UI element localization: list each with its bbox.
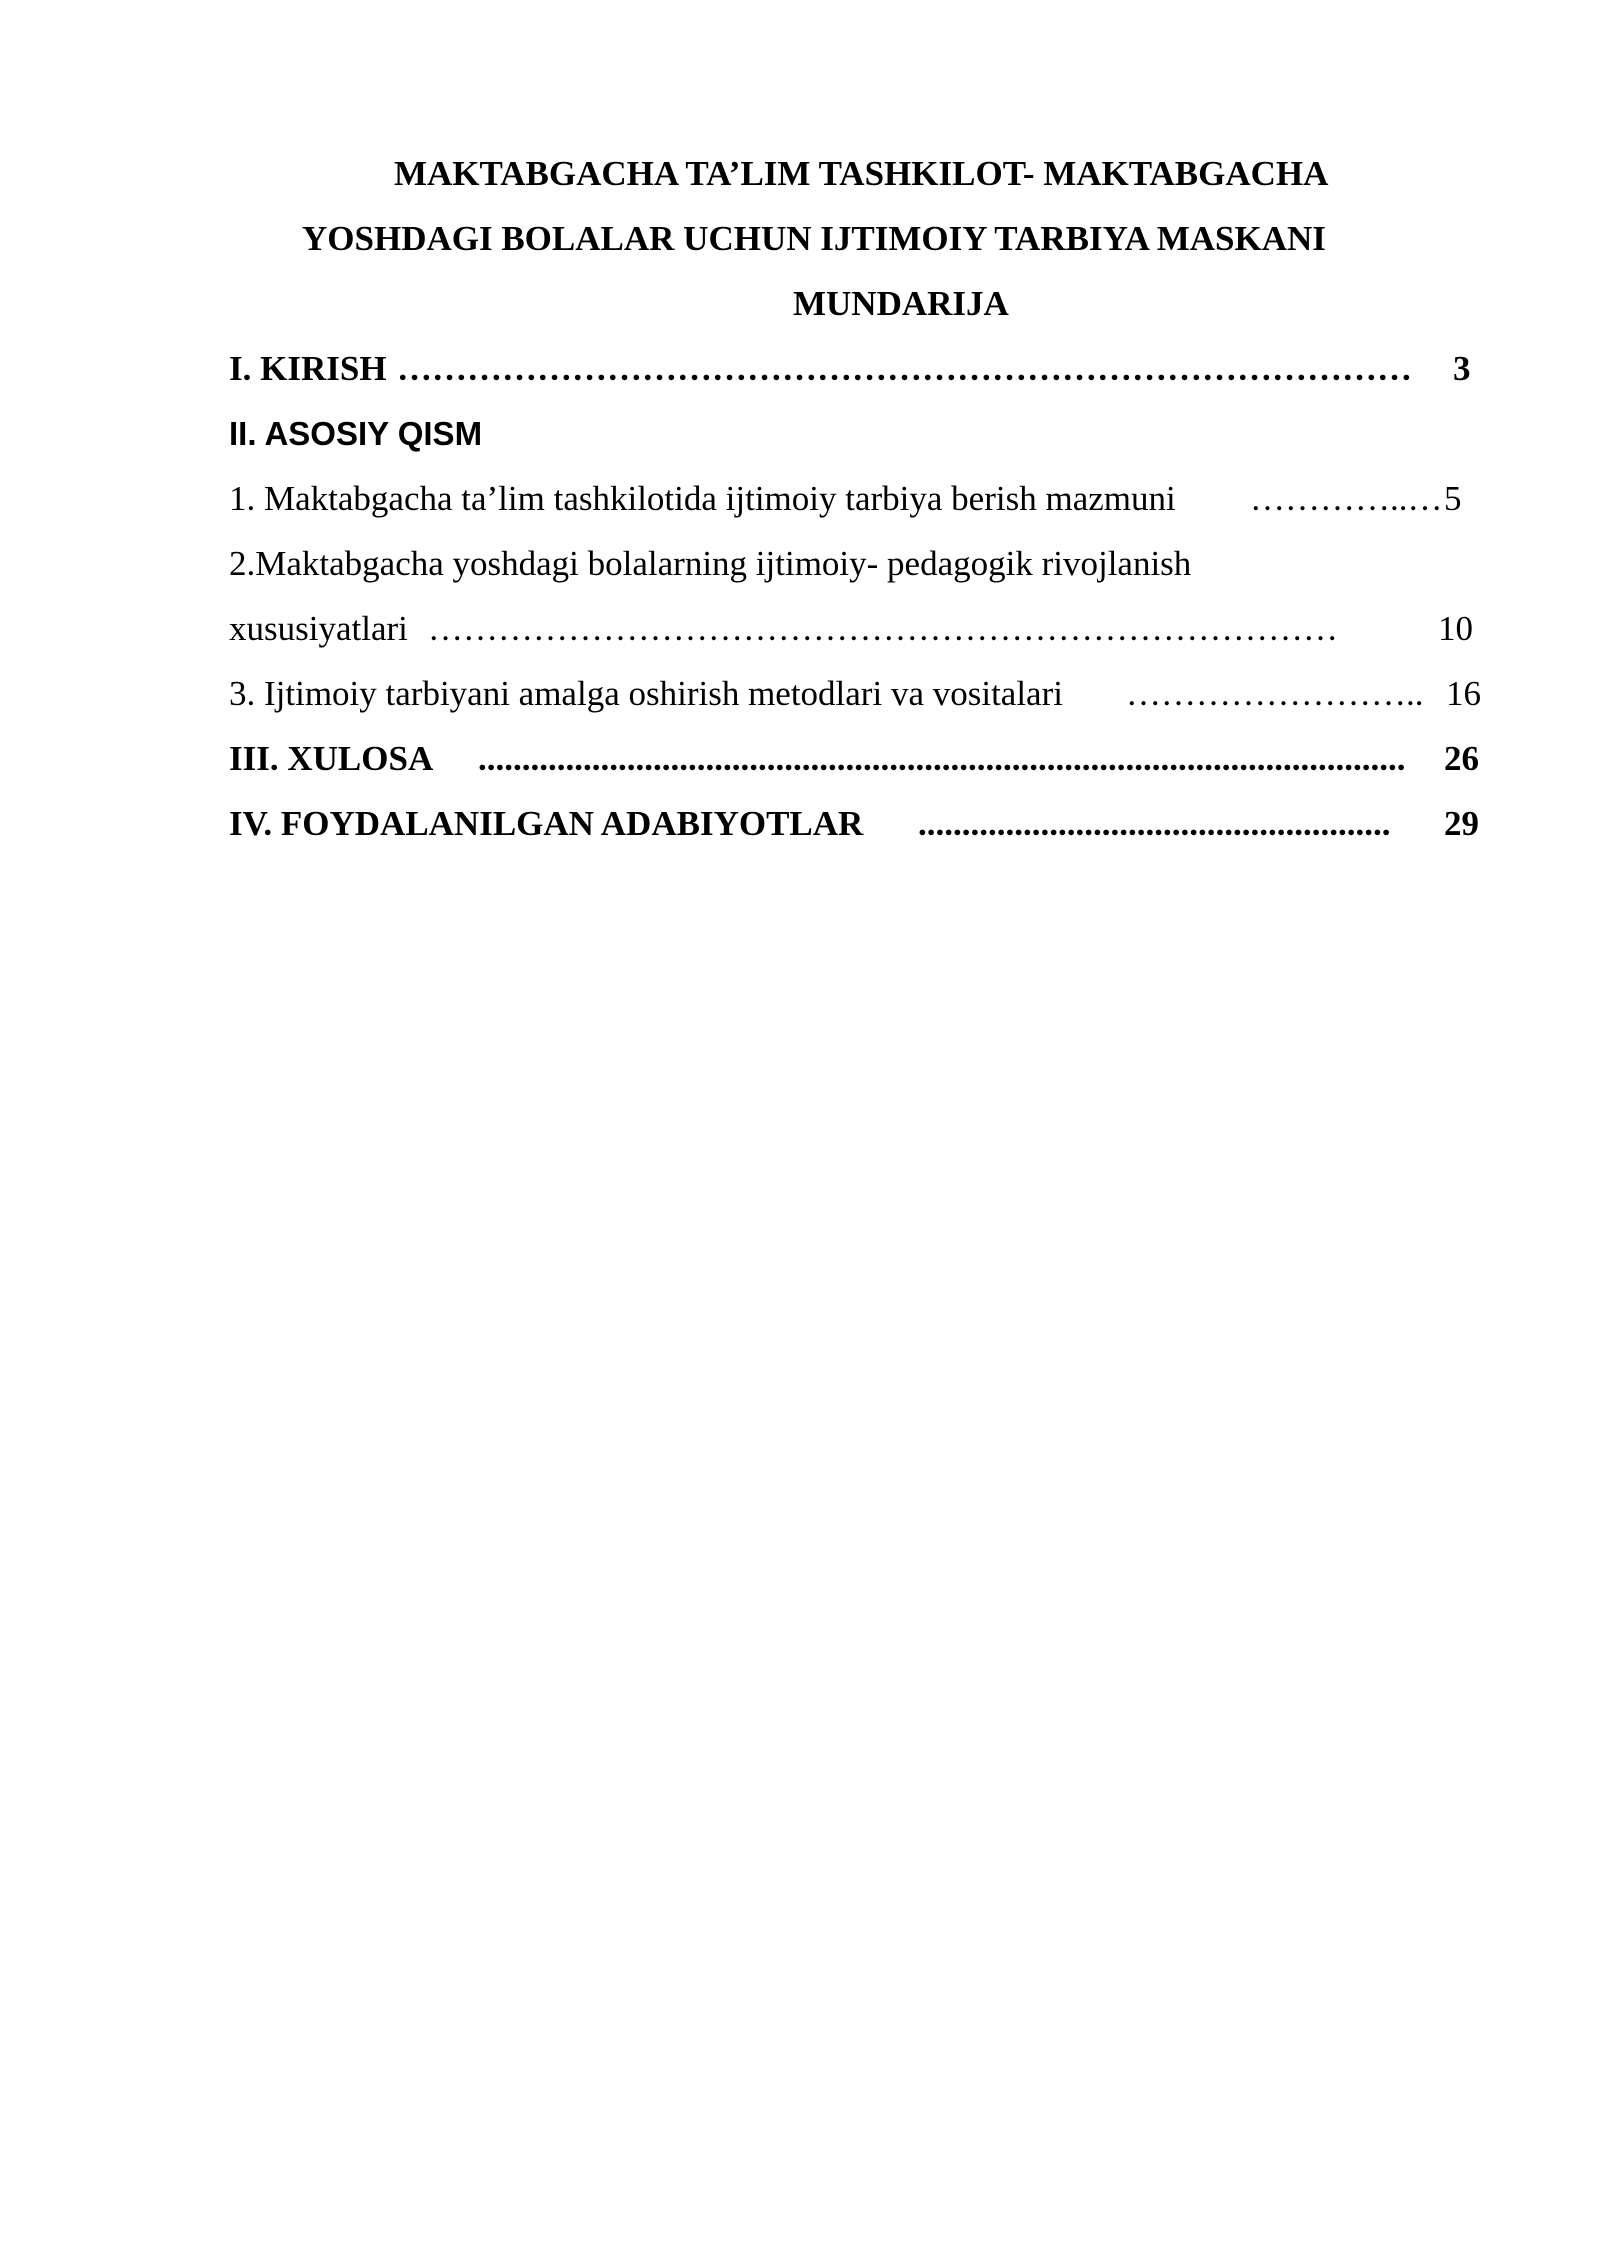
toc-entry-3-label: 3. Ijtimoiy tarbiyani amalga oshirish metodlari va vositalari — [229, 674, 1063, 713]
document-title-line-2: YOSHDAGI BOLALAR UCHUN IJTIMOIY TARBIYA MASKANI — [302, 219, 1326, 258]
toc-entry-kirish-dots: …………………………………………………………………………… — [397, 349, 1412, 388]
toc-entry-2-dots: …………………………………………………………………… — [428, 609, 1338, 648]
toc-entry-adabiyotlar-dots: ...................................................... — [918, 804, 1391, 843]
toc-entry-adabiyotlar-label: IV. FOYDALANILGAN ADABIYOTLAR — [229, 804, 864, 843]
document-title-line-1: MAKTABGACHA TA’LIM TASHKILOT- MAKTABGACHA — [394, 154, 1329, 193]
contents-heading: MUNDARIJA — [793, 284, 1009, 323]
toc-entry-3-page: 16 — [1446, 674, 1481, 713]
toc-entry-2-label-line-1: 2.Maktabgacha yoshdagi bolalarning ijtimoiy- pedagogik rivojlanish — [229, 544, 1192, 583]
toc-entry-asosiy-qism-label: II. ASOSIY QISM — [229, 415, 483, 452]
toc-entry-xulosa-page: 26 — [1444, 739, 1479, 778]
toc-entry-kirish-label: I. KIRISH — [229, 349, 387, 388]
toc-entry-kirish-page: 3 — [1453, 349, 1471, 388]
toc-entry-1-label: 1. Maktabgacha ta’lim tashkilotida ijtimoiy tarbiya berish mazmuni — [229, 479, 1176, 518]
toc-entry-adabiyotlar-page: 29 — [1444, 804, 1479, 843]
toc-entry-xulosa-label: III. XULOSA — [229, 739, 434, 778]
toc-entry-1-page: 5 — [1444, 479, 1462, 518]
toc-entry-2-page: 10 — [1438, 609, 1473, 648]
toc-entry-3-dots: …………………….. — [1126, 674, 1424, 713]
toc-entry-2-label-line-2: xususiyatlari — [229, 609, 408, 648]
toc-entry-1-dots: …………..… — [1250, 479, 1443, 518]
toc-entry-xulosa-dots: .......................................................................................................... — [478, 739, 1406, 778]
